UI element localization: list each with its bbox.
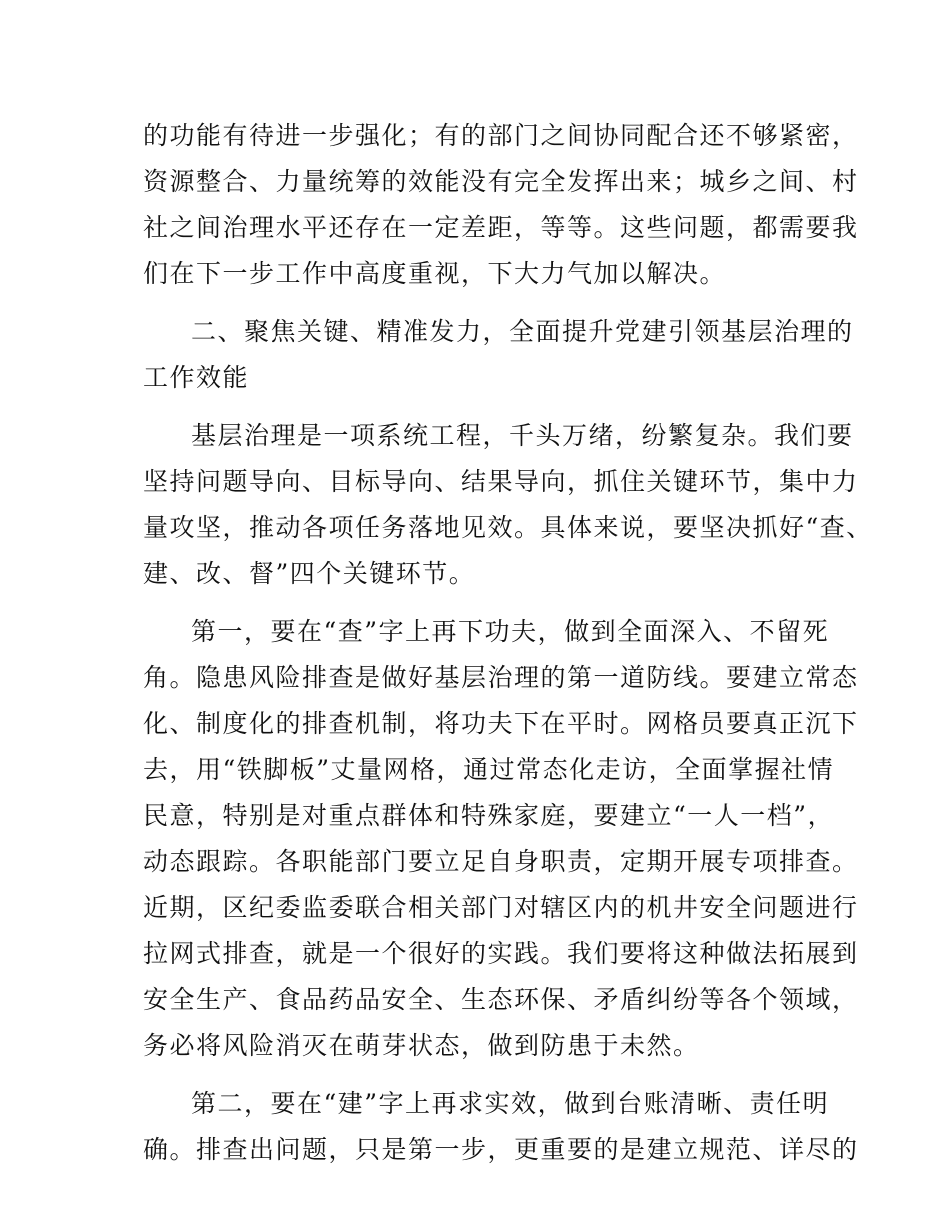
paragraph-intro — [143, 413, 873, 597]
text-line: 第二，要在“建”字上再求实效，做到台账清晰、责任明 — [191, 1089, 830, 1118]
text-line: 角。隐患风险排查是做好基层治理的第一道防线。要建立常态 — [143, 663, 859, 692]
text-line: 安全生产、食品药品安全、生态环保、矛盾纠纷等各个领域， — [143, 985, 859, 1014]
text-line: 坚持问题导向、目标导向、结果导向，抓住关键环节，集中力 — [143, 467, 859, 496]
text-line: 拉网式排查，就是一个很好的实践。我们要将这种做法拓展到 — [143, 939, 859, 968]
text-line: 基层治理是一项系统工程，千头万绪，纷繁复杂。我们要 — [191, 421, 854, 450]
paragraph-first-point — [143, 609, 859, 1069]
paragraph-second-point — [143, 1081, 859, 1173]
paragraph-previous-issues — [143, 113, 859, 297]
text-line: 化、制度化的排查机制，将功夫下在平时。网格员要真正沉下 — [143, 709, 859, 738]
text-line: 近期，区纪委监委联合相关部门对辖区内的机井安全问题进行 — [143, 893, 859, 922]
text-line: 资源整合、力量统筹的效能没有完全发挥出来；城乡之间、村 — [143, 167, 859, 196]
text-line: 去，用“铁脚板”丈量网格，通过常态化走访，全面掌握社情 — [143, 755, 835, 784]
text-line: 们在下一步工作中高度重视，下大力气加以解决。 — [143, 259, 727, 288]
text-line: 社之间治理水平还存在一定差距，等等。这些问题，都需要我 — [143, 213, 859, 242]
section-heading-two — [143, 309, 854, 401]
text-line: 量攻坚，推动各项任务落地见效。具体来说，要坚决抓好“查、 — [143, 513, 873, 542]
text-line: 动态跟踪。各职能部门要立足自身职责，定期开展专项排查。 — [143, 847, 859, 876]
text-line: 二、聚焦关键、精准发力，全面提升党建引领基层治理的 — [191, 317, 854, 346]
text-line: 民意，特别是对重点群体和特殊家庭，要建立“一人一档”， — [143, 801, 835, 830]
text-line: 工作效能 — [143, 363, 250, 392]
text-line: 建、改、督”四个关键环节。 — [143, 559, 476, 588]
text-line: 第一，要在“查”字上再下功夫，做到全面深入、不留死 — [191, 617, 830, 646]
text-line: 的功能有待进一步强化；有的部门之间协同配合还不够紧密， — [143, 121, 859, 150]
text-line: 确。排查出问题，只是第一步，更重要的是建立规范、详尽的 — [143, 1135, 859, 1164]
document-body — [143, 113, 873, 1173]
text-line: 务必将风险消灭在萌芽状态，做到防患于未然。 — [143, 1031, 700, 1060]
